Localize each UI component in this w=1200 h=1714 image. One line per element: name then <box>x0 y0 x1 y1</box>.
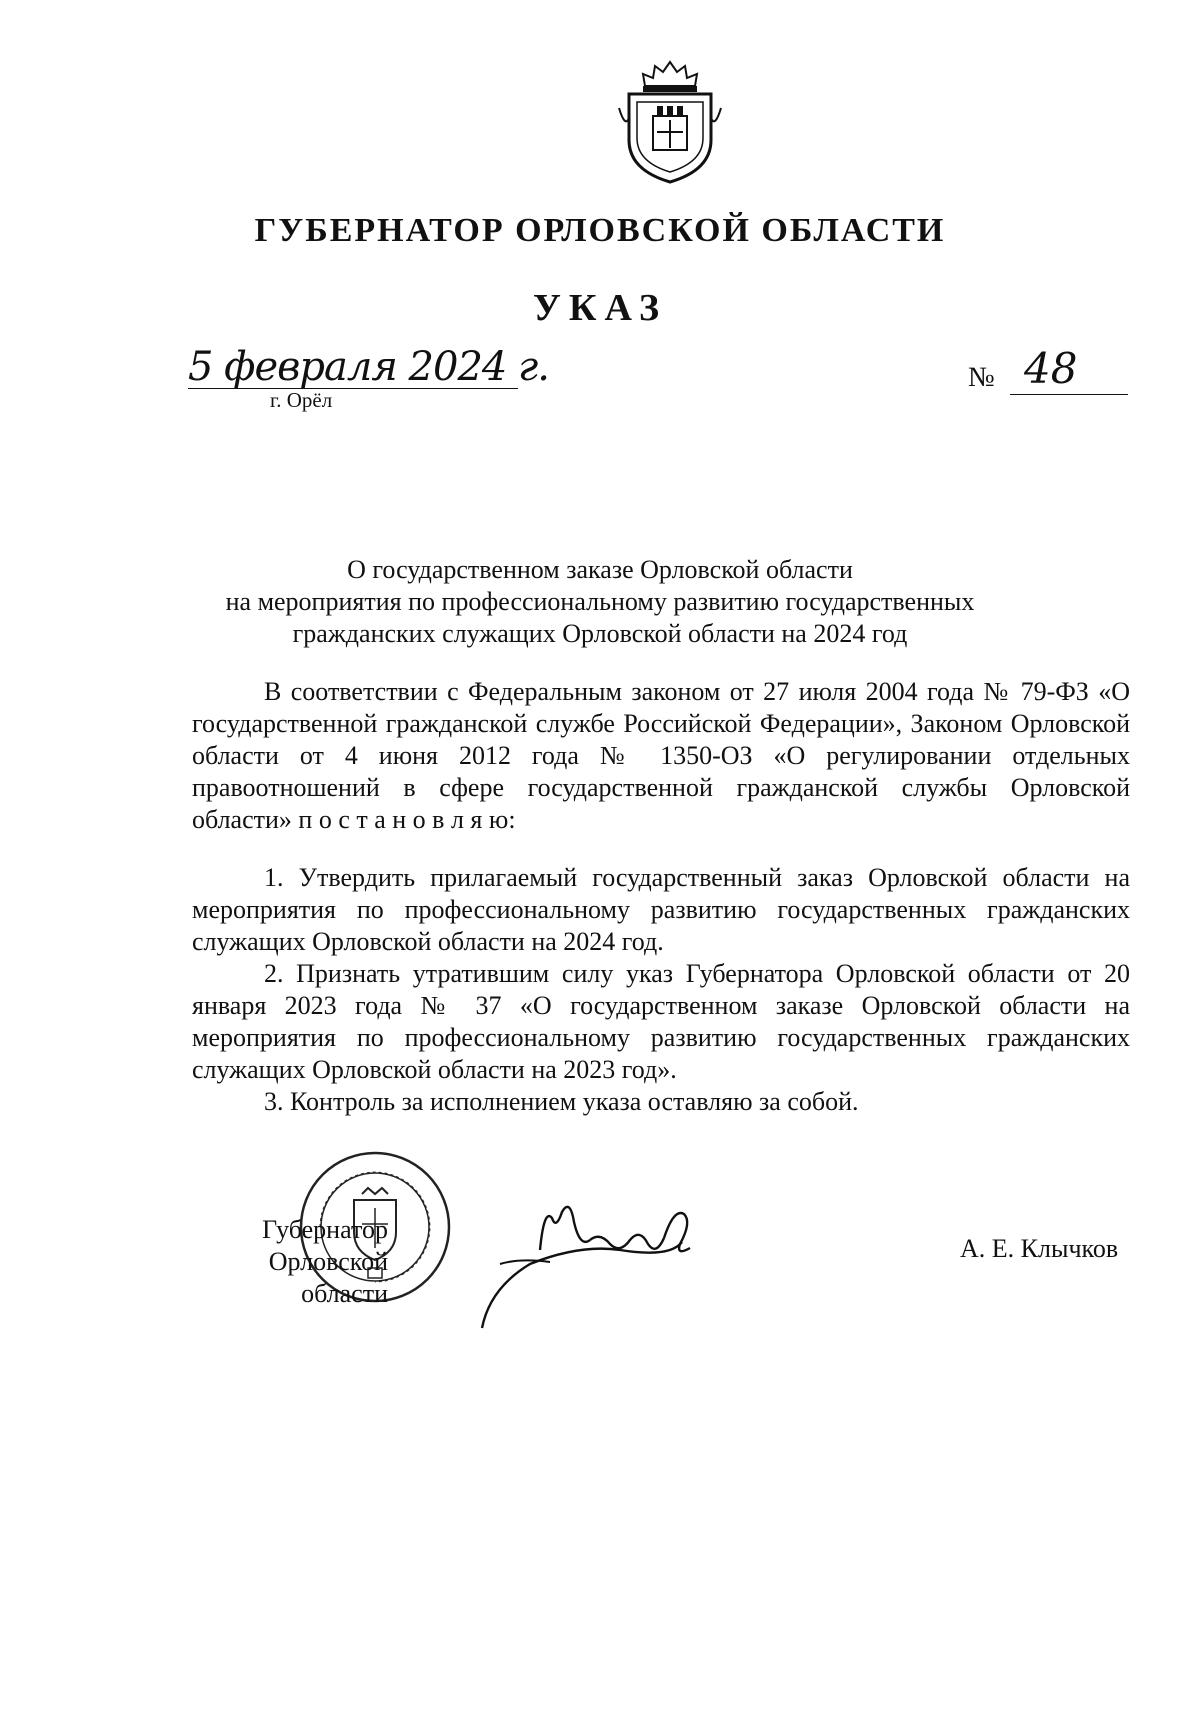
handwritten-signature <box>470 1178 710 1338</box>
issuing-authority: ГУБЕРНАТОР ОРЛОВСКОЙ ОБЛАСТИ <box>254 212 946 249</box>
number-underline <box>1010 394 1128 395</box>
subject-line: на мероприятия по профессиональному развитию государственных <box>225 587 975 616</box>
handwritten-number: 48 <box>1024 344 1078 393</box>
decree-item: 1. Утвердить прилагаемый государственный заказ Орловской области на мероприятия по профессиональному развитию государственных гражданских служащих Орловской области на 2024 год. <box>192 863 1130 956</box>
date-block <box>188 344 549 412</box>
decree-item: 3. Контроль за исполнением указа оставляю за собой. <box>264 1087 859 1116</box>
city-label: г. Орёл <box>270 388 333 412</box>
subject-line: гражданских служащих Орловской области на 2024 год <box>292 619 908 648</box>
decree-items <box>192 862 1130 1118</box>
document-subject <box>0 554 1200 650</box>
coat-of-arms-icon <box>615 58 725 186</box>
date-underline <box>188 388 518 389</box>
signer-name: А. Е. Клычков <box>960 1234 1119 1263</box>
preamble-paragraph: В соответствии с Федеральным законом от 27 июля 2004 года № 79-ФЗ «О государственной гражданской службе Российской Федерации», Законом Орловской области от 4 июня 2012 года № 1350-ОЗ «О регулировании отдельных правоотношений в сфере государственной гражданской службы Орловской области» п о с т а н о в л я ю: <box>192 677 1130 834</box>
handwritten-date: 5 февраля 2024 г. <box>188 344 549 390</box>
number-label: № <box>968 362 995 393</box>
signer-title <box>196 1214 388 1310</box>
subject-line: О государственном заказе Орловской области <box>347 555 853 584</box>
signer-title-line: Орловской области <box>268 1247 388 1308</box>
document-type: УКАЗ <box>533 287 667 329</box>
signer-title-line: Губернатор <box>262 1215 388 1244</box>
decree-item: 2. Признать утратившим силу указ Губернатора Орловской области от 20 января 2023 года № 37 «О государственном заказе Орловской области на мероприятия по профессиональному развитию государственных гражданских служащих Орловской области на 2023 год». <box>192 959 1130 1084</box>
